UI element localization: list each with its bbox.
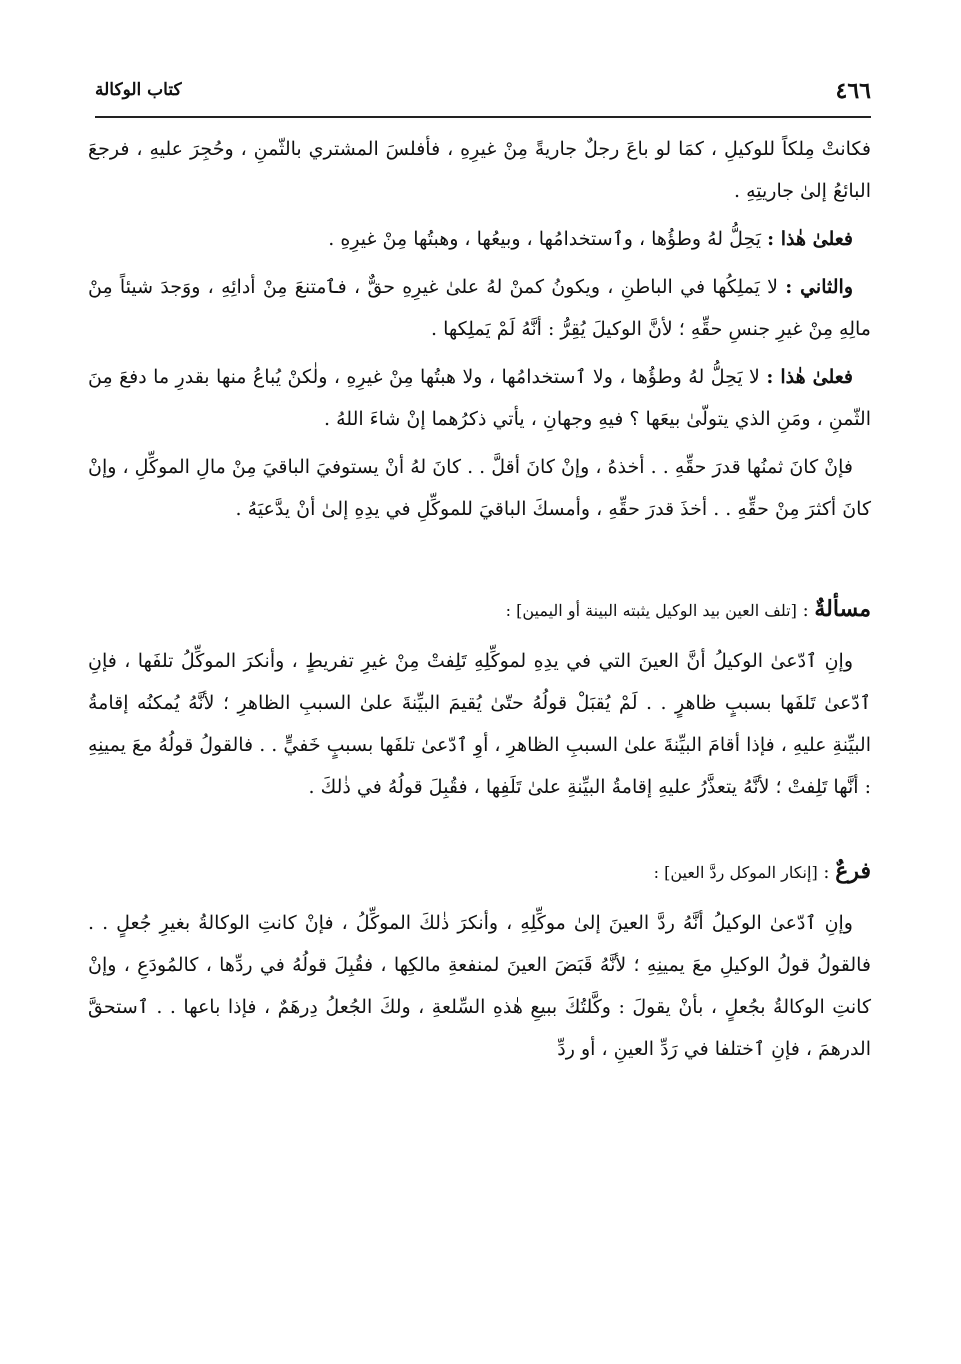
paragraph-3-lead: والثاني : — [785, 276, 853, 298]
section-heading-2-title: [إنكار الموكل ردَّ العين] : — [653, 863, 818, 882]
paragraph-2-lead: فعلىٰ هٰذا : — [767, 228, 853, 250]
paragraph-6: وإنِ ٱدّعىٰ الوكيلُ أنَّ العينَ التي في يدِهِ لموكِّلِهِ تَلِفتْ مِنْ غيرِ تفريطٍ ، وأنكرَ الموكِّلُ تلفَها ، فإنِ ٱدّعىٰ تَلفَها بسببٍ ظاهرٍ . . لَمْ يُقبَلْ قولُهُ حتّىٰ يُقيمَ البيِّنةَ علىٰ السببِ الظاهرِ ؛ لأنَّهُ يُمكنُه إقامةُ البيِّنةِ عليهِ ، فإذا أقامَ البيِّنةَ علىٰ السببِ الظاهرِ ، أوِ ٱدّعىٰ تلفَها بسببٍ خَفيٍّ . . فالقولُ قولُهُ معَ يمينِهِ : أنَّها تَلِفتْ ؛ لأنَّهُ يتعذَّرُ عليهِ إقامةُ البيِّنةِ علىٰ تَلَفِها ، فقُبِلَ قولُهُ في ذٰلكَ . — [88, 650, 871, 798]
section-spacer — [88, 814, 871, 850]
section-heading-2 — [88, 850, 871, 894]
section-heading-1 — [88, 588, 871, 632]
paragraph-2 — [88, 218, 871, 260]
header-divider — [95, 116, 871, 118]
page-body — [88, 128, 871, 1076]
page-header — [95, 78, 871, 110]
paragraph-3 — [88, 266, 871, 350]
running-title: كتاب الوكالة — [95, 80, 182, 100]
paragraph-2-text: يَحِلُّ لهُ وطؤُها ، وٱستخدامُها ، وبيعُها ، وهبتُها مِنْ غيرِهِ . — [328, 228, 768, 250]
paragraph-5: فإنْ كانَ ثمنُها قدرَ حقِّهِ . . أخذهُ ، وإنْ كانَ أقلَّ . . كانَ لهُ أنْ يستوفيَ الباقيَ مِنْ مالِ الموكِّلِ ، وإنْ كانَ أكثرَ مِنْ حقِّهِ . . أخذَ قدرَ حقِّهِ ، وأمسكَ الباقيَ للموكِّلِ في يدِهِ إلىٰ أنْ يدَّعيَهُ . — [88, 456, 871, 520]
paragraph-3-text: لا يَملِكُها في الباطنِ ، ويكونُ كمنْ لهُ علىٰ غيرِهِ حقٌّ ، فٱمتنعَ مِنْ أدائِهِ ، ووَجدَ شيئاً مِنْ مالِهِ مِنْ غيرِ جنسِ حقِّهِ ؛ لأنَّ الوكيلَ يُقِرُّ : أنَّهُ لَمْ يَملِكها . — [88, 276, 871, 340]
page-number: ٤٦٦ — [835, 78, 871, 104]
section-heading-2-colon: : — [817, 862, 836, 883]
section-heading-1-label: مسألةٌ — [814, 596, 871, 622]
section-spacer — [88, 536, 871, 588]
paragraph-1: فكانتْ مِلكاً للوكيلِ ، كمَا لو باعَ رجلٌ جاريةً مِنْ غيرِهِ ، فأفلسَ المشتري بالثّمنِ ، وحُجِرَ عليهِ ، فرجعَ البائعُ إلىٰ جاريتِهِ . — [88, 138, 871, 202]
paragraph-4 — [88, 356, 871, 440]
paragraph-4-text: لا يَحِلُّ لهُ وطؤُها ، ولا ٱستخدامُها ، ولا هبتُها مِنْ غيرِهِ ، ولٰكنْ يُباعُ منها بقدرِ ما دفعَ مِنَ الثّمنِ ، ومَنِ الذي يتولّىٰ بيعَها ؟ فيهِ وجهانِ ، يأتي ذكرُهما إنْ شاءَ اللهُ . — [88, 366, 871, 430]
paragraph-4-lead: فعلىٰ هٰذا : — [766, 366, 853, 388]
section-heading-1-title: [تلف العين بيد الوكيل يثبته البينة أو اليمين] : — [505, 601, 797, 620]
section-heading-1-colon: : — [796, 600, 815, 621]
section-heading-2-label: فرعٌ — [835, 858, 871, 884]
paragraph-7: وإنِ ٱدّعىٰ الوكيلُ أنَّهُ ردَّ العينَ إلىٰ موكِّلِهِ ، وأنكرَ ذٰلكَ الموكِّلُ ، فإنْ كانتِ الوكالةُ بغيرِ جُعلٍ . . فالقولُ قولُ الوكيلِ معَ يمينِهِ ؛ لأنَّهُ قَبَضَ العينَ لمنفعةِ مالكِها ، فقُبِلَ قولُهُ في ردِّها ، كالمُودَعِ ، وإنْ كانتِ الوكالةُ بجُعلٍ ، بأنْ يقولَ : وكَّلتُكَ ببيعِ هٰذهِ السِّلعةِ ، ولكَ الجُعلُ دِرهَمٌ ، فإذا باعها . . ٱستحقَّ الدرهمَ ، فإنِ ٱختلفا في رَدِّ العينِ ، أو ردِّ — [88, 912, 871, 1060]
